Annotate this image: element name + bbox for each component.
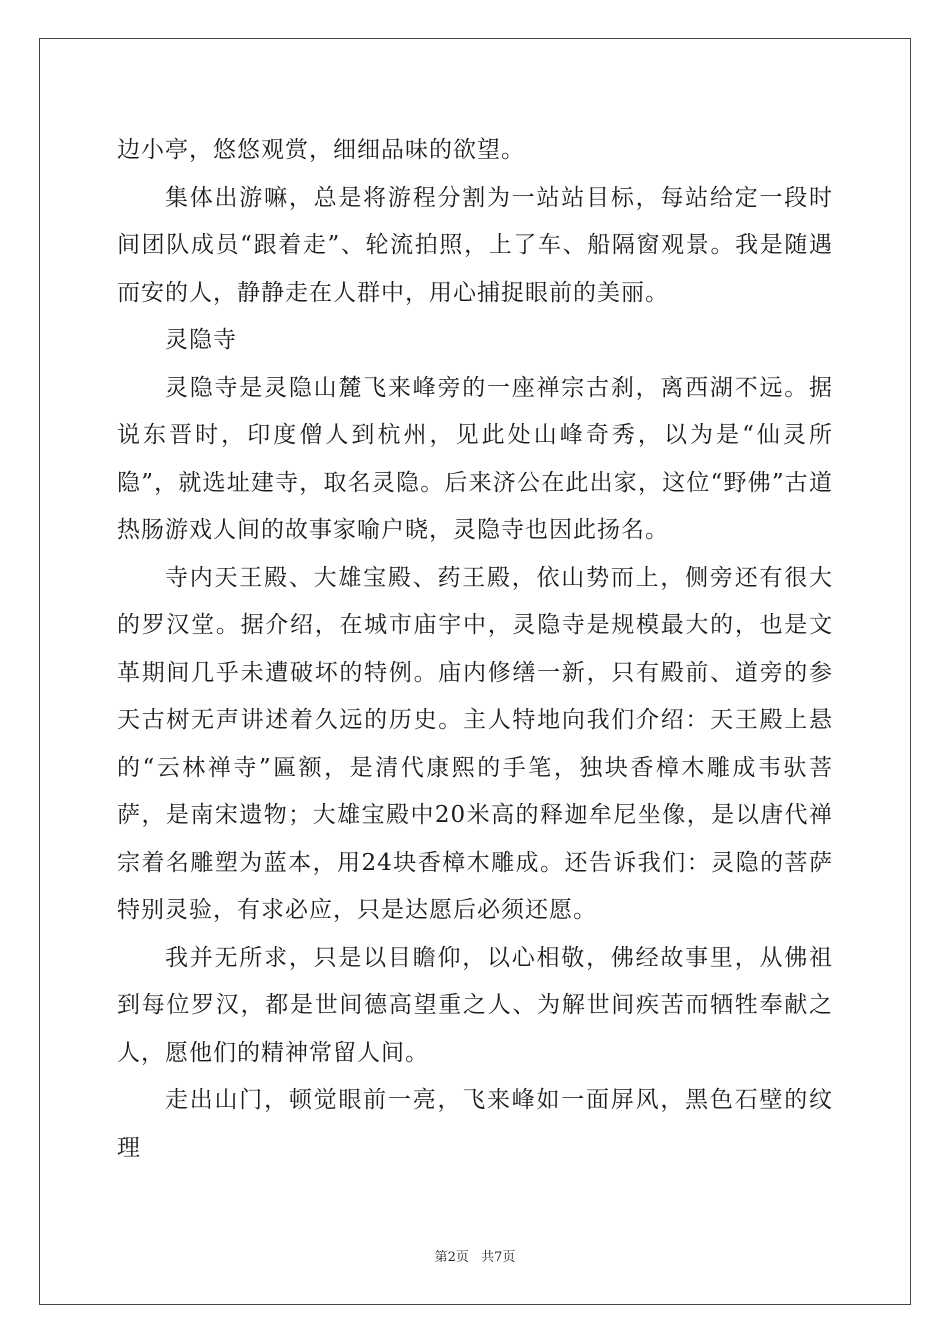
section-heading: 灵隐寺 [165, 327, 237, 353]
page-footer [0, 1246, 950, 1265]
paragraph-4: 寺内天王殿、大雄宝殿、药王殿，依山势而上，侧旁还有很大的罗汉堂。据介绍，在城市庙宇中，灵隐寺是规模最大的，也是文革期间几乎未遭破坏的特例。庙内修缮一新，只有殿前、道旁的参天古树无声讲述着久远的历史。主人特地向我们介绍：天王殿上悬的“云林禅寺”匾额，是清代康熙的手笔，独块香樟木雕成韦驮菩萨，是南宋遗物；大雄宝殿中20米高的释迦牟尼坐像，是以唐代禅宗着名雕塑为蓝本，用24块香樟木雕成。还告诉我们：灵隐的菩萨特别灵验，有求必应，只是达愿后必须还愿。 [117, 564, 833, 923]
paragraph-5: 我并无所求，只是以目瞻仰，以心相敬，佛经故事里，从佛祖到每位罗汉，都是世间德高望重之人、为解世间疾苦而牺牲奉献之人，愿他们的精神常留人间。 [117, 944, 833, 1066]
document-body [117, 127, 833, 1172]
paragraph-1: 边小亭，悠悠观赏，细细品味的欲望。 [117, 137, 525, 163]
paragraph-6: 走出山门，顿觉眼前一亮，飞来峰如一面屏风，黑色石壁的纹理 [117, 1087, 833, 1161]
page-number: 第2页 [434, 1250, 469, 1265]
paragraph-3: 灵隐寺是灵隐山麓飞来峰旁的一座禅宗古刹，离西湖不远。据说东晋时，印度僧人到杭州，见此处山峰奇秀，以为是“仙灵所隐”，就选址建寺，取名灵隐。后来济公在此出家，这位“野佛”古道热肠游戏人间的故事家喻户晓，灵隐寺也因此扬名。 [117, 374, 833, 543]
paragraph-2: 集体出游嘛，总是将游程分割为一站站目标，每站给定一段时间团队成员“跟着走”、轮流拍照，上了车、船隔窗观景。我是随遇而安的人，静静走在人群中，用心捕捉眼前的美丽。 [117, 184, 833, 306]
page-total: 共7页 [481, 1250, 516, 1265]
